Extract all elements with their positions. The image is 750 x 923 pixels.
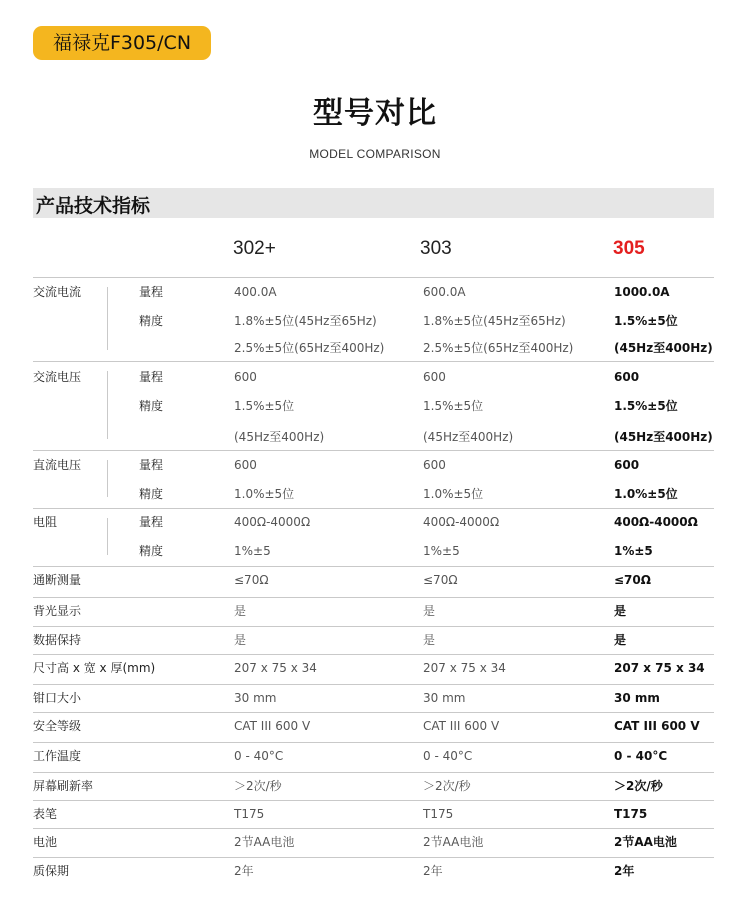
spec-row-label: 数据保持 <box>33 633 82 647</box>
spec-value-302plus: 1.8%±5位(45Hz至65Hz) <box>234 314 377 328</box>
spec-sublabel: 量程 <box>139 285 164 299</box>
spec-value-302plus: ＞2次/秒 <box>234 779 282 793</box>
group-separator <box>107 287 108 350</box>
spec-value-302plus: CAT III 600 V <box>234 719 311 733</box>
divider-line <box>33 450 714 451</box>
spec-value-302plus: 0 - 40°C <box>234 749 284 763</box>
spec-value-305: T175 <box>614 807 648 821</box>
spec-value-303: ≤70Ω <box>423 573 458 587</box>
spec-value-305: (45Hz至400Hz) <box>614 341 713 355</box>
spec-value-305: 1%±5 <box>614 544 653 558</box>
model-header-305: 305 <box>613 238 645 259</box>
spec-value-303: 207 x 75 x 34 <box>423 661 506 675</box>
spec-value-303: 400Ω-4000Ω <box>423 515 500 529</box>
spec-value-303: 600.0A <box>423 285 466 299</box>
divider-line <box>33 772 714 773</box>
spec-sublabel: 量程 <box>139 458 164 472</box>
divider-line <box>33 828 714 829</box>
spec-value-303: 2节AA电池 <box>423 835 484 849</box>
divider-line <box>33 712 714 713</box>
spec-value-305: (45Hz至400Hz) <box>614 430 713 444</box>
spec-value-302plus: 207 x 75 x 34 <box>234 661 317 675</box>
spec-value-303: (45Hz至400Hz) <box>423 430 514 444</box>
spec-value-305: CAT III 600 V <box>614 719 700 733</box>
divider-line <box>33 566 714 567</box>
page-subtitle: MODEL COMPARISON <box>309 147 441 161</box>
spec-value-305: 600 <box>614 458 640 472</box>
spec-value-302plus: 1%±5 <box>234 544 271 558</box>
spec-value-303: 1.5%±5位 <box>423 399 484 413</box>
spec-row-label: 钳口大小 <box>33 691 82 705</box>
spec-sublabel: 精度 <box>139 399 164 413</box>
spec-row-label: 通断测量 <box>33 573 82 587</box>
divider-line <box>33 800 714 801</box>
divider-line <box>33 277 714 278</box>
spec-value-302plus: 600 <box>234 458 257 472</box>
spec-sublabel: 量程 <box>139 515 164 529</box>
spec-value-305: 600 <box>614 370 640 384</box>
spec-value-305: 2年 <box>614 864 635 878</box>
group-separator <box>107 518 108 555</box>
spec-category: 直流电压 <box>33 458 82 472</box>
spec-row-label: 表笔 <box>33 807 58 821</box>
spec-sublabel: 量程 <box>139 370 164 384</box>
spec-value-305: 30 mm <box>614 691 660 705</box>
spec-value-302plus: 1.0%±5位 <box>234 487 295 501</box>
spec-value-305: 1000.0A <box>614 285 670 299</box>
spec-value-302plus: 1.5%±5位 <box>234 399 295 413</box>
divider-line <box>33 508 714 509</box>
spec-row-label: 背光显示 <box>33 604 82 618</box>
spec-value-305: 400Ω-4000Ω <box>614 515 698 529</box>
divider-line <box>33 361 714 362</box>
divider-line <box>33 684 714 685</box>
spec-value-303: 0 - 40°C <box>423 749 473 763</box>
spec-row-label: 屏幕刷新率 <box>33 779 94 793</box>
spec-value-305: 1.0%±5位 <box>614 487 678 501</box>
spec-value-305: 2节AA电池 <box>614 835 677 849</box>
spec-value-303: 是 <box>423 604 436 618</box>
spec-value-305: 0 - 40°C <box>614 749 668 763</box>
spec-value-303: 1%±5 <box>423 544 460 558</box>
spec-value-302plus: 600 <box>234 370 257 384</box>
spec-value-303: 是 <box>423 633 436 647</box>
spec-value-303: 2.5%±5位(65Hz至400Hz) <box>423 341 574 355</box>
spec-value-305: 1.5%±5位 <box>614 314 678 328</box>
spec-value-305: 1.5%±5位 <box>614 399 678 413</box>
spec-row-label: 尺寸高 x 宽 x 厚(mm) <box>33 661 156 675</box>
divider-line <box>33 857 714 858</box>
spec-sublabel: 精度 <box>139 544 164 558</box>
model-header-303: 303 <box>420 238 452 259</box>
spec-value-302plus: 400Ω-4000Ω <box>234 515 311 529</box>
spec-value-303: 1.0%±5位 <box>423 487 484 501</box>
spec-value-303: 600 <box>423 458 446 472</box>
spec-value-303: 2年 <box>423 864 443 878</box>
spec-row-label: 工作温度 <box>33 749 82 763</box>
spec-value-302plus: T175 <box>234 807 265 821</box>
spec-row-label: 安全等级 <box>33 719 82 733</box>
spec-sublabel: 精度 <box>139 314 164 328</box>
spec-value-305: ＞2次/秒 <box>614 779 663 793</box>
spec-value-303: T175 <box>423 807 454 821</box>
spec-value-303: 30 mm <box>423 691 466 705</box>
spec-value-302plus: 2节AA电池 <box>234 835 295 849</box>
page-title: 型号对比 <box>313 96 437 131</box>
spec-value-302plus: 30 mm <box>234 691 277 705</box>
group-separator <box>107 460 108 497</box>
spec-category: 交流电流 <box>33 285 82 299</box>
spec-value-305: 是 <box>614 604 627 618</box>
spec-value-302plus: (45Hz至400Hz) <box>234 430 325 444</box>
spec-value-303: CAT III 600 V <box>423 719 500 733</box>
spec-value-303: 1.8%±5位(45Hz至65Hz) <box>423 314 566 328</box>
section-title: 产品技术指标 <box>36 195 151 217</box>
spec-value-305: ≤70Ω <box>614 573 651 587</box>
divider-line <box>33 742 714 743</box>
spec-value-302plus: 是 <box>234 633 247 647</box>
divider-line <box>33 597 714 598</box>
spec-row-label: 质保期 <box>33 864 70 878</box>
spec-category: 电阻 <box>33 515 58 529</box>
spec-value-302plus: 2.5%±5位(65Hz至400Hz) <box>234 341 385 355</box>
spec-value-305: 207 x 75 x 34 <box>614 661 705 675</box>
spec-value-303: ＞2次/秒 <box>423 779 471 793</box>
spec-value-302plus: 2年 <box>234 864 254 878</box>
spec-category: 交流电压 <box>33 370 82 384</box>
model-header-302plus: 302+ <box>233 238 276 259</box>
divider-line <box>33 654 714 655</box>
spec-value-305: 是 <box>614 633 627 647</box>
spec-value-302plus: ≤70Ω <box>234 573 269 587</box>
spec-value-302plus: 400.0A <box>234 285 277 299</box>
spec-row-label: 电池 <box>33 835 58 849</box>
spec-value-302plus: 是 <box>234 604 247 618</box>
divider-line <box>33 626 714 627</box>
model-badge: 福禄克F305/CN <box>33 26 211 60</box>
spec-value-303: 600 <box>423 370 446 384</box>
group-separator <box>107 371 108 439</box>
spec-sublabel: 精度 <box>139 487 164 501</box>
